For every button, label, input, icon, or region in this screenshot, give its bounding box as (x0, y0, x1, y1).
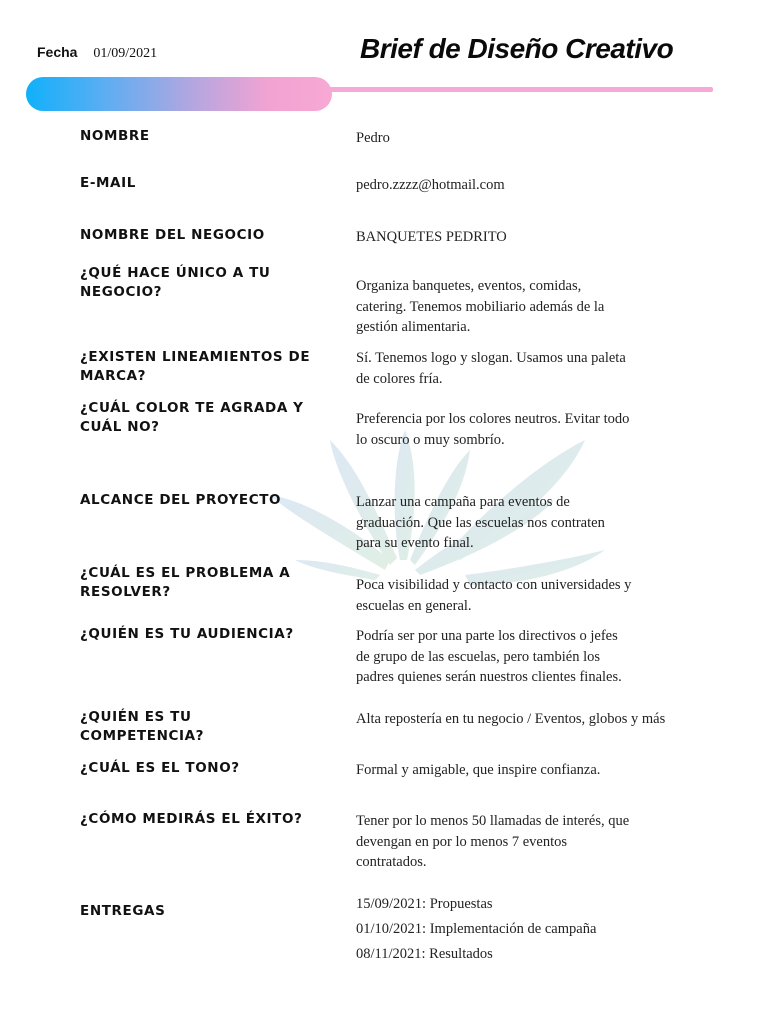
date-value: 01/09/2021 (93, 46, 158, 61)
field-answer (356, 575, 716, 616)
answer-line: lo oscuro o muy sombrío. (356, 431, 505, 448)
answer-line: devengan en por lo menos 7 eventos (356, 833, 568, 850)
answer-line: Tener por lo menos 50 llamadas de interés, que (356, 813, 630, 829)
answer-line: de colores fría. (356, 370, 443, 387)
field-label: ¿QUIÉN ES TU AUDIENCIA? (80, 626, 294, 642)
date-label: Fecha (37, 44, 78, 60)
field-answer (356, 811, 716, 873)
field-answer (356, 709, 716, 730)
answer-line: de grupo de las escuelas, pero también los (356, 648, 601, 665)
answer-line: escuelas en general. (356, 597, 472, 614)
field-answer (356, 409, 716, 450)
answer-line: para su evento final. (356, 535, 474, 551)
answer-line: pedro.zzzz@hotmail.com (356, 177, 505, 193)
answer-line: graduación. Que las escuelas nos contraten (356, 514, 605, 531)
answer-line: catering. Tenemos mobiliario además de la (356, 298, 605, 315)
answer-line: 15/09/2021: Propuestas (356, 896, 493, 912)
field-label: ¿CUÁL ES EL TONO? (80, 760, 240, 776)
answer-line: Lanzar una campaña para eventos de (356, 494, 570, 510)
gradient-banner (26, 77, 332, 111)
field-label: E-MAIL (80, 175, 136, 191)
field-answer (356, 894, 716, 969)
answer-line: padres quienes serán nuestros clientes finales. (356, 669, 622, 685)
field-label: ALCANCE DEL PROYECTO (80, 492, 282, 508)
answer-line: 01/10/2021: Implementación de campaña (356, 921, 597, 937)
answer-line: Poca visibilidad y contacto con universidades y (356, 577, 632, 593)
field-label: NOMBRE DEL NEGOCIO (80, 227, 265, 243)
field-answer (356, 227, 716, 248)
answer-line: Preferencia por los colores neutros. Evitar todo (356, 411, 630, 427)
field-label: ENTREGAS (80, 903, 166, 919)
field-answer (356, 128, 716, 149)
answer-line: BANQUETES PEDRITO (356, 229, 507, 245)
field-label: ¿EXISTEN LINEAMIENTOS DE MARCA? (80, 349, 311, 384)
field-answer (356, 760, 716, 781)
page-title: Brief de Diseño Creativo (360, 33, 674, 64)
field-answer (356, 175, 716, 196)
answer-line: Sí. Tenemos logo y slogan. Usamos una paleta (356, 350, 626, 366)
answer-line: gestión alimentaria. (356, 319, 471, 335)
answer-line: Podría ser por una parte los directivos o jefes (356, 628, 618, 644)
field-label: ¿QUIÉN ES TU COMPETENCIA? (80, 709, 205, 744)
field-label: ¿CUÁL ES EL PROBLEMA A RESOLVER? (80, 565, 291, 600)
pink-rule (320, 87, 713, 92)
answer-line: Alta repostería en tu negocio / Eventos, globos y más (356, 711, 666, 727)
field-label: NOMBRE (80, 128, 150, 144)
answer-line: Formal y amigable, que inspire confianza. (356, 762, 601, 778)
field-answer (356, 276, 716, 338)
field-label: ¿CÓMO MEDIRÁS EL ÉXITO? (80, 811, 303, 827)
field-answer (356, 626, 716, 688)
answer-line: 08/11/2021: Resultados (356, 946, 493, 962)
field-label: ¿QUÉ HACE ÚNICO A TU NEGOCIO? (80, 265, 271, 300)
answer-line: Pedro (356, 130, 390, 146)
answer-line: contratados. (356, 854, 427, 870)
field-label: ¿CUÁL COLOR TE AGRADA Y CUÁL NO? (80, 400, 304, 435)
field-answer (356, 348, 716, 389)
answer-line: Organiza banquetes, eventos, comidas, (356, 278, 582, 294)
header-date (37, 44, 157, 62)
field-answer (356, 492, 716, 554)
